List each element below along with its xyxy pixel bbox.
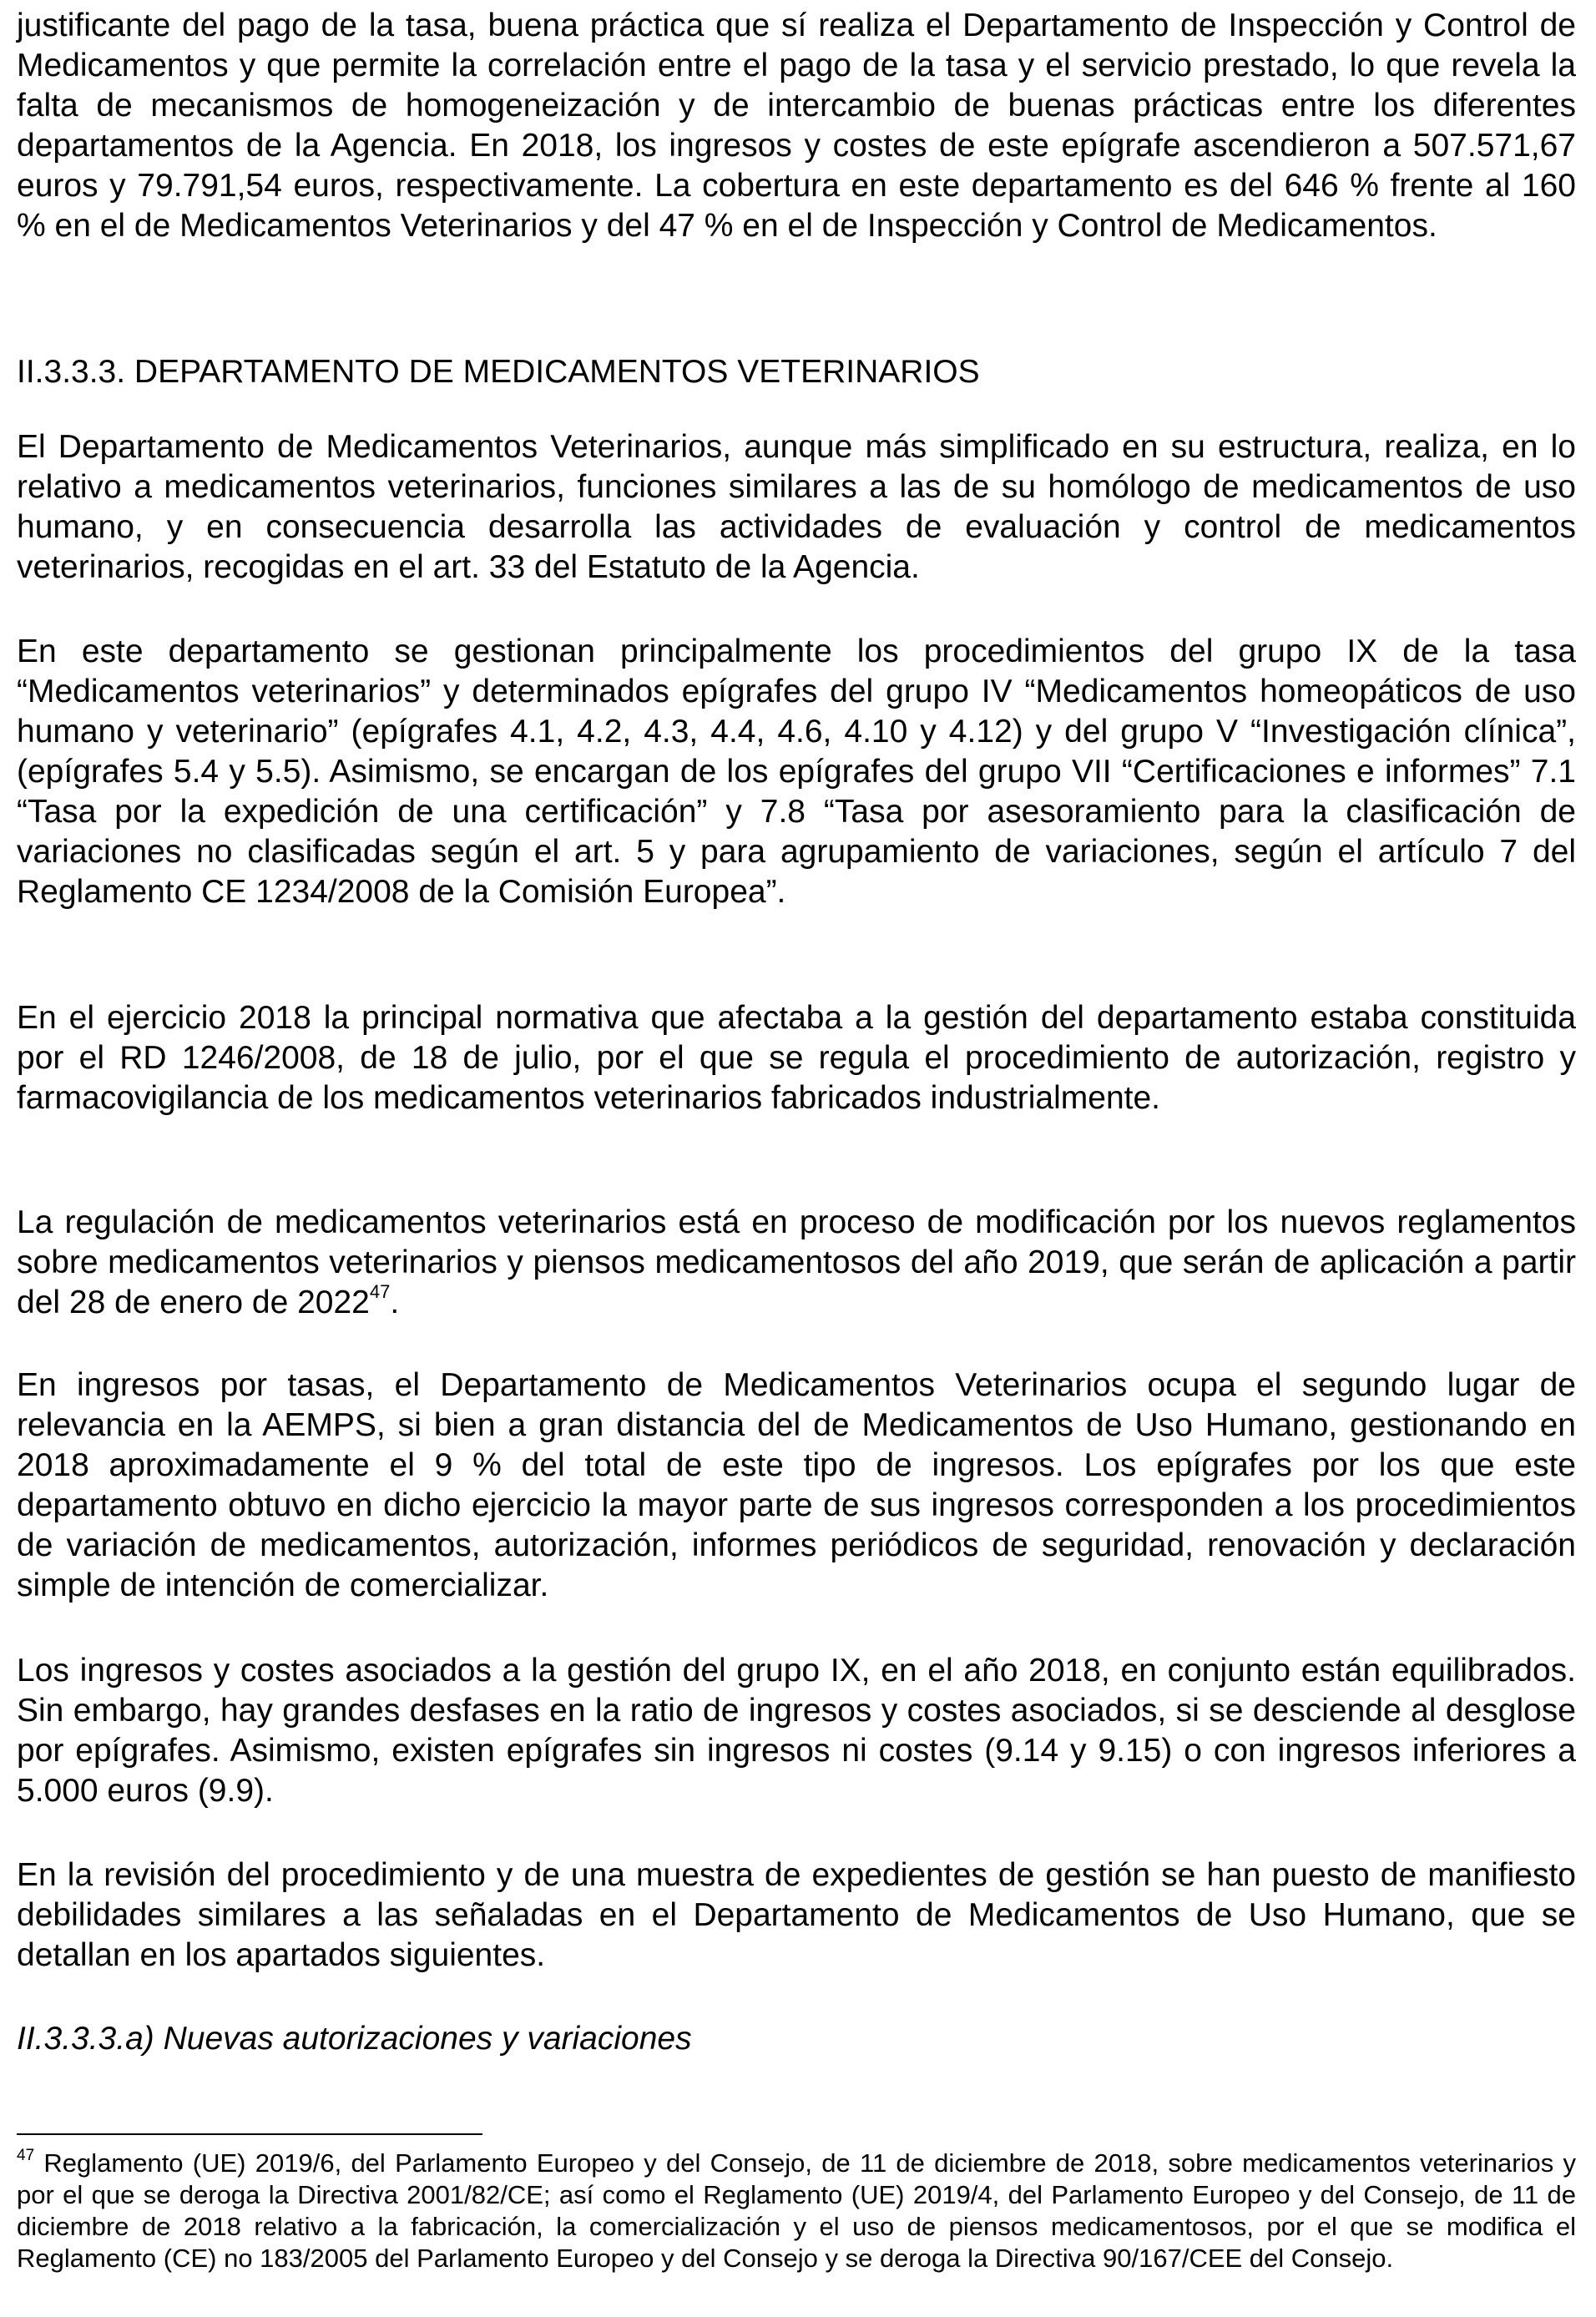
footnote-text: Reglamento (UE) 2019/6, del Parlamento Europeo y del Consejo, de 11 de diciembre de 2018, sobre medicamentos veterinarios y por el que se deroga la Directiva 2001/82/CE; así como el Reglamento (UE) 2019/4, del Parlamento Europeo y del Consejo, de 11 de diciembre de 2018 relativo a la fabricación, la comercialización y el uso de piensos medicamentosos, por el que se modifica el Reglamento (CE) no 183/2005 del Parlamento Europeo y del Consejo y se deroga la Directiva 90/167/CEE del Consejo. xyxy=(17,2148,1576,2273)
paragraph-procedures: En este departamento se gestionan principalmente los procedimientos del grupo IX de la tasa “Medicamentos veterinarios” y determinados epígrafes del grupo IV “Medicamentos homeopáticos de uso humano y veterinario” (epígrafes 4.1, 4.2, 4.3, 4.4, 4.6, 4.10 y 4.12) y del grupo V “Investigación clínica”, (epígrafes 5.4 y 5.5). Asimismo, se encargan de los epígrafes del grupo VII “Certificaciones e informes” 7.1 “Tasa por la expedición de una certificación” y 7.8 “Tasa por asesoramiento para la clasificación de variaciones no clasificadas según el art. 5 y para agrupamiento de variaciones, según el artículo 7 del Reglamento CE 1234/2008 de la Comisión Europea”. xyxy=(17,634,1576,910)
paragraph-regulation-text: La regulación de medicamentos veterinarios está en proceso de modificación por los nuevos reglamentos sobre medicamentos veterinarios y piensos medicamentosos del año 2019, que serán de aplicación a partir del 28 de enero de 2022 xyxy=(17,1204,1576,1320)
paragraph-ingresos: En ingresos por tasas, el Departamento de Medicamentos Veterinarios ocupa el segundo lugar de relevancia en la AEMPS, si bien a gran distancia del de Medicamentos de Uso Humano, gestionando en 2018 aproximadamente el 9 % del total de este tipo de ingresos. Los epígrafes por los que este departamento obtuvo en dicho ejercicio la mayor parte de sus ingresos corresponden a los procedimientos de variación de medicamentos, autorización, informes periódicos de seguridad, renovación y declaración simple de intención de comercializar. xyxy=(17,1367,1576,1603)
paragraph-revision: En la revisión del procedimiento y de una muestra de expedientes de gestión se han puesto de manifiesto debilidades similares a las señaladas en el Departamento de Medicamentos de Uso Humano, que se detallan en los apartados siguientes. xyxy=(17,1857,1576,1973)
footnote-number: 47 xyxy=(17,2147,35,2164)
paragraph-department-description: El Departamento de Medicamentos Veterinarios, aunque más simplificado en su estructura, realiza, en lo relativo a medicamentos veterinarios, funciones similares a las de su homólogo de medicamentos de uso humano, y en consecuencia desarrolla las actividades de evaluación y control de medicamentos veterinarios, recogidas en el art. 33 del Estatuto de la Agencia. xyxy=(17,429,1576,585)
paragraph-regulation-end: . xyxy=(390,1285,400,1320)
paragraph-costes: Los ingresos y costes asociados a la gestión del grupo IX, en el año 2018, en conjunto están equilibrados. Sin embargo, hay grandes desfases en la ratio de ingresos y costes asociados, si se desciende al desglose por epígrafes. Asimismo, existen epígrafes sin ingresos ni costes (9.14 y 9.15) o con ingresos inferiores a 5.000 euros (9.9). xyxy=(17,1653,1576,1809)
section-heading: II.3.3.3. DEPARTAMENTO DE MEDICAMENTOS VETERINARIOS xyxy=(17,354,980,390)
subsection-heading: II.3.3.3.a) Nuevas autorizaciones y variaciones xyxy=(17,2021,692,2057)
footnote-separator xyxy=(17,2133,482,2135)
footnote xyxy=(17,2148,1576,2274)
paragraph-intro: justificante del pago de la tasa, buena práctica que sí realiza el Departamento de Inspección y Control de Medicamentos y que permite la correlación entre el pago de la tasa y el servicio prestado, lo que revela la falta de mecanismos de homogeneización y de intercambio de buenas prácticas entre los diferentes departamentos de la Agencia. En 2018, los ingresos y costes de este epígrafe ascendieron a 507.571,67 euros y 79.791,54 euros, respectivamente. La cobertura en este departamento es del 646 % frente al 160 % en el de Medicamentos Veterinarios y del 47 % en el de Inspección y Control de Medicamentos. xyxy=(17,8,1576,244)
footnote-reference: 47 xyxy=(369,1281,391,1302)
paragraph-normativa: En el ejercicio 2018 la principal normativa que afectaba a la gestión del departamento estaba constituida por el RD 1246/2008, de 18 de julio, por el que se regula el procedimiento de autorización, registro y farmacovigilancia de los medicamentos veterinarios fabricados industrialmente. xyxy=(17,1000,1576,1116)
paragraph-regulation xyxy=(17,1203,1576,1323)
